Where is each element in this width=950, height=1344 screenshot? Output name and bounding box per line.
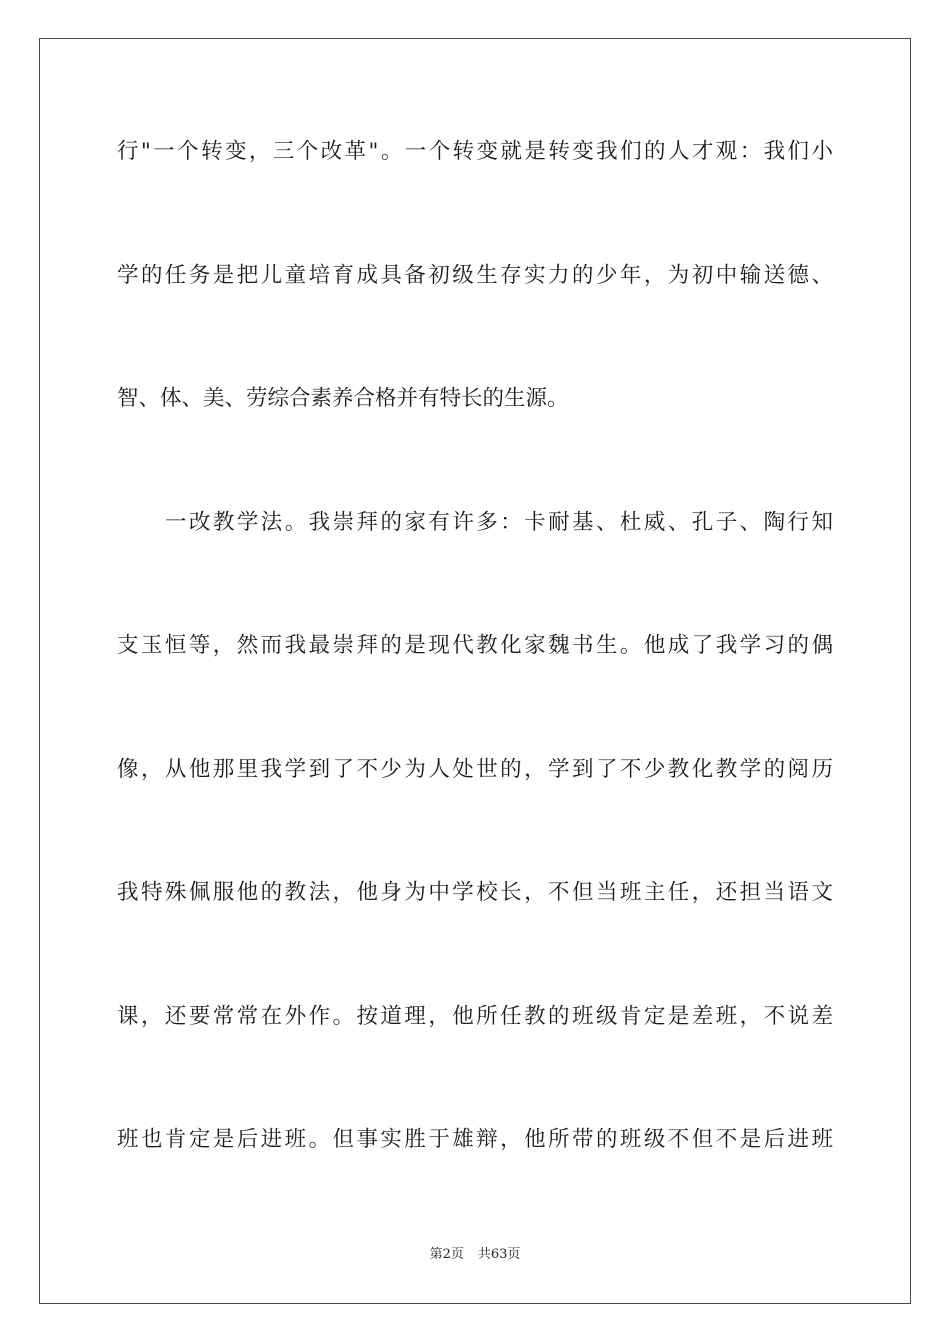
text-line: 行"一个转变，三个改革"。一个转变就是转变我们的人才观：我们小 (117, 139, 833, 164)
total-pages: 共63页 (477, 1247, 521, 1262)
paragraph-first-line: 一改教学法。我崇拜的家有许多：卡耐基、杜威、孔子、陶行知 (165, 510, 833, 535)
page-footer (0, 1246, 950, 1264)
text-line: 学的任务是把儿童培育成具备初级生存实力的少年，为初中输送德、 (117, 263, 833, 288)
page-border (39, 38, 911, 1304)
text-line: 像，从他那里我学到了不少为人处世的，学到了不少教化教学的阅历 (117, 757, 833, 782)
text-line: 我特殊佩服他的教法，他身为中学校长，不但当班主任，还担当语文 (117, 880, 833, 905)
text-line: 课，还要常常在外作。按道理，他所任教的班级肯定是差班，不说差 (117, 1004, 833, 1029)
text-line: 班也肯定是后进班。但事实胜于雄辩，他所带的班级不但不是后进班 (117, 1127, 833, 1152)
page-number: 第2页 (429, 1247, 464, 1262)
text-line: 支玉恒等，然而我最崇拜的是现代教化家魏书生。他成了我学习的偶 (117, 633, 833, 658)
text-line: 智、体、美、劳综合素养合格并有特长的生源。 (117, 386, 569, 411)
